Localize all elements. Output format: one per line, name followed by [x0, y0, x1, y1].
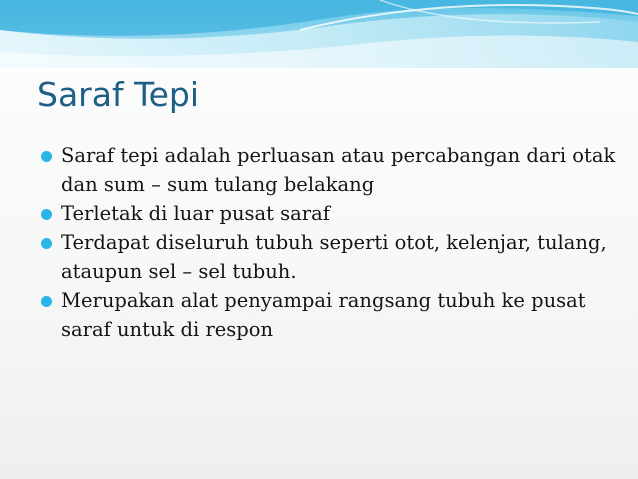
bullet-item: [40, 199, 625, 228]
bullet-item: [40, 228, 625, 286]
bullet-item: [40, 286, 625, 344]
bullet-marker-icon: [41, 151, 52, 162]
bullet-text: Terdapat diseluruh tubuh seperti otot, kelenjar, tulang, ataupun sel – sel tubuh.: [61, 231, 607, 283]
bullet-text: Merupakan alat penyampai rangsang tubuh ke pusat saraf untuk di respon: [61, 289, 586, 341]
bullet-marker-icon: [41, 209, 52, 220]
decorative-wave-banner: [0, 0, 638, 72]
bullet-text: Saraf tepi adalah perluasan atau percabangan dari otak dan sum – sum tulang belakang: [61, 144, 616, 196]
bullet-marker-icon: [41, 296, 52, 307]
bullet-list: [40, 141, 625, 344]
bullet-text: Terletak di luar pusat saraf: [61, 202, 330, 225]
bullet-marker-icon: [41, 238, 52, 249]
bullet-item: [40, 141, 625, 199]
slide-title: Saraf Tepi: [37, 75, 200, 114]
